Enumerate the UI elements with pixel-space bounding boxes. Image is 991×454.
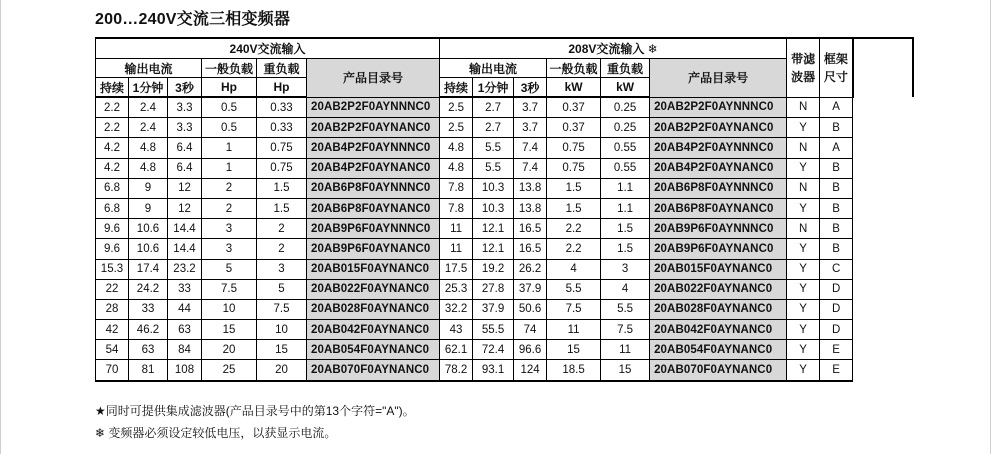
cell-frame: B	[820, 178, 853, 198]
cell-b-nd: 0.37	[547, 97, 601, 118]
cell-b-cont: 11	[440, 239, 473, 259]
cell-b-1min: 12.1	[473, 239, 514, 259]
cell-a-1min: 10.6	[129, 239, 168, 259]
hp-header-heavy: Hp	[257, 78, 307, 98]
cell-a-cat: 20AB6P8F0AYNNNC0	[307, 178, 440, 198]
cell-a-cat: 20AB070F0AYNANC0	[307, 360, 440, 381]
table-row	[96, 178, 913, 198]
cell-b-cont: 62.1	[440, 340, 473, 360]
cell-b-3s: 37.9	[514, 279, 547, 299]
cell-a-hd: 1.5	[257, 198, 307, 218]
cell-a-3s: 6.4	[168, 158, 202, 178]
cell-frame: B	[820, 219, 853, 239]
table-row	[96, 118, 913, 138]
cell-a-nd: 1	[202, 138, 257, 158]
cell-a-3s: 3.3	[168, 97, 202, 118]
cell-b-cat: 20AB070F0AYNANC0	[650, 360, 787, 381]
cell-a-cont: 22	[96, 279, 129, 299]
cell-a-3s: 84	[168, 340, 202, 360]
cell-b-nd: 11	[547, 320, 601, 340]
cell-a-3s: 63	[168, 320, 202, 340]
cell-b-nd: 0.75	[547, 158, 601, 178]
cell-b-1min: 5.5	[473, 138, 514, 158]
table-row	[96, 239, 913, 259]
cell-b-nd: 2.2	[547, 239, 601, 259]
cell-a-hd: 7.5	[257, 299, 307, 319]
cell-filter: Y	[787, 239, 820, 259]
cell-a-cat: 20AB015F0AYNANC0	[307, 259, 440, 279]
continuous-header-208v: 持续	[440, 78, 473, 98]
hp-header-normal: Hp	[202, 78, 257, 98]
cell-a-1min: 4.8	[129, 158, 168, 178]
cell-frame: A	[820, 138, 853, 158]
cell-b-cat: 20AB4P2F0AYNANC0	[650, 158, 787, 178]
cell-b-nd: 0.75	[547, 138, 601, 158]
cell-b-nd: 1.5	[547, 198, 601, 218]
catalog-header-208v: 产品目录号	[650, 59, 787, 98]
cell-b-hd: 0.25	[601, 97, 650, 118]
cell-a-hd: 10	[257, 320, 307, 340]
cell-a-cont: 6.8	[96, 178, 129, 198]
cell-b-hd: 3	[601, 259, 650, 279]
cell-a-1min: 2.4	[129, 97, 168, 118]
cell-a-cat: 20AB042F0AYNANC0	[307, 320, 440, 340]
cell-a-nd: 25	[202, 360, 257, 381]
cell-b-3s: 7.4	[514, 158, 547, 178]
cell-filter: Y	[787, 198, 820, 218]
cell-a-nd: 10	[202, 299, 257, 319]
cell-b-1min: 5.5	[473, 158, 514, 178]
cell-a-cont: 4.2	[96, 158, 129, 178]
cell-filter: N	[787, 97, 820, 118]
cell-b-hd: 1.1	[601, 198, 650, 218]
cell-b-cat: 20AB022F0AYNANC0	[650, 279, 787, 299]
cell-b-cont: 4.8	[440, 138, 473, 158]
cell-a-1min: 33	[129, 299, 168, 319]
cell-b-hd: 0.55	[601, 138, 650, 158]
cell-b-1min: 27.8	[473, 279, 514, 299]
cell-frame: B	[820, 118, 853, 138]
cell-b-cat: 20AB9P6F0AYNANC0	[650, 239, 787, 259]
cell-a-nd: 0.5	[202, 97, 257, 118]
cell-b-3s: 16.5	[514, 219, 547, 239]
table-body	[96, 97, 913, 381]
cell-b-nd: 0.37	[547, 118, 601, 138]
cell-a-hd: 2	[257, 219, 307, 239]
cell-b-hd: 0.25	[601, 118, 650, 138]
cell-b-3s: 3.7	[514, 97, 547, 118]
cell-b-3s: 13.8	[514, 178, 547, 198]
table-row	[96, 158, 913, 178]
cell-b-1min: 10.3	[473, 178, 514, 198]
table-row	[96, 340, 913, 360]
cell-b-cont: 2.5	[440, 97, 473, 118]
cell-a-nd: 3	[202, 239, 257, 259]
cell-a-cat: 20AB028F0AYNANC0	[307, 299, 440, 319]
cell-a-cont: 4.2	[96, 138, 129, 158]
cell-b-nd: 2.2	[547, 219, 601, 239]
cell-b-cont: 43	[440, 320, 473, 340]
cell-b-cat: 20AB015F0AYNANC0	[650, 259, 787, 279]
cell-a-hd: 0.75	[257, 138, 307, 158]
cell-b-cat: 20AB4P2F0AYNNNC0	[650, 138, 787, 158]
cell-b-cont: 7.8	[440, 198, 473, 218]
cell-frame: B	[820, 239, 853, 259]
cell-b-cat: 20AB2P2F0AYNNNC0	[650, 97, 787, 118]
cell-b-1min: 10.3	[473, 198, 514, 218]
cell-b-hd: 7.5	[601, 320, 650, 340]
cell-filter: N	[787, 219, 820, 239]
cell-b-cat: 20AB6P8F0AYNNNC0	[650, 178, 787, 198]
group-header-208v: 208V交流输入 ❄	[440, 38, 787, 59]
cell-a-cat: 20AB022F0AYNANC0	[307, 279, 440, 299]
footnote-filter: ★同时可提供集成滤波器(产品目录号中的第13个字符="A")。	[95, 404, 415, 418]
cell-b-1min: 93.1	[473, 360, 514, 381]
cell-a-nd: 5	[202, 259, 257, 279]
cell-b-1min: 12.1	[473, 219, 514, 239]
table-row	[96, 320, 913, 340]
cell-b-hd: 4	[601, 279, 650, 299]
one-min-header-240v: 1分钟	[129, 78, 168, 98]
table-row	[96, 138, 913, 158]
cell-a-cont: 9.6	[96, 219, 129, 239]
cell-b-cont: 32.2	[440, 299, 473, 319]
cell-b-3s: 7.4	[514, 138, 547, 158]
page-title: 200…240V交流三相变频器	[95, 11, 291, 28]
filter-header: 带滤波器	[787, 38, 820, 97]
cell-filter: Y	[787, 320, 820, 340]
cell-b-cont: 2.5	[440, 118, 473, 138]
cell-b-3s: 16.5	[514, 239, 547, 259]
cell-filter: Y	[787, 158, 820, 178]
cell-a-1min: 10.6	[129, 219, 168, 239]
cell-frame: C	[820, 259, 853, 279]
normal-duty-header-240v: 一般负载	[202, 59, 257, 78]
cell-frame: D	[820, 320, 853, 340]
cell-b-nd: 7.5	[547, 299, 601, 319]
cell-b-hd: 1.5	[601, 219, 650, 239]
cell-a-cont: 6.8	[96, 198, 129, 218]
cell-frame: A	[820, 97, 853, 118]
cell-a-cat: 20AB9P6F0AYNANC0	[307, 239, 440, 259]
cell-filter: Y	[787, 259, 820, 279]
cell-b-nd: 4	[547, 259, 601, 279]
group-header-240v: 240V交流输入	[96, 38, 440, 59]
cell-b-nd: 15	[547, 340, 601, 360]
cell-a-hd: 0.33	[257, 97, 307, 118]
table-header	[96, 38, 913, 97]
cell-filter: Y	[787, 118, 820, 138]
cell-a-nd: 2	[202, 178, 257, 198]
table-row	[96, 360, 913, 381]
continuous-header-240v: 持续	[96, 78, 129, 98]
cell-b-cont: 11	[440, 219, 473, 239]
cell-a-1min: 2.4	[129, 118, 168, 138]
cell-b-cat: 20AB9P6F0AYNNNC0	[650, 219, 787, 239]
heavy-duty-header-240v: 重负载	[257, 59, 307, 78]
cell-a-cat: 20AB6P8F0AYNANC0	[307, 198, 440, 218]
cell-a-1min: 63	[129, 340, 168, 360]
cell-a-1min: 9	[129, 178, 168, 198]
cell-a-3s: 23.2	[168, 259, 202, 279]
cell-a-3s: 108	[168, 360, 202, 381]
cell-b-cat: 20AB2P2F0AYNANC0	[650, 118, 787, 138]
kw-header-heavy: kW	[601, 78, 650, 98]
table-row	[96, 299, 913, 319]
cell-a-1min: 17.4	[129, 259, 168, 279]
cell-b-cont: 25.3	[440, 279, 473, 299]
cell-a-hd: 0.33	[257, 118, 307, 138]
cell-b-cont: 17.5	[440, 259, 473, 279]
cell-b-1min: 2.7	[473, 118, 514, 138]
table-row	[96, 97, 913, 118]
frame-header: 框架尺寸	[820, 38, 853, 97]
cell-b-hd: 11	[601, 340, 650, 360]
footnote-voltage: ❄ 变频器必须设定较低电压，以获显示电流。	[95, 426, 337, 440]
output-current-header-208v: 输出电流	[440, 59, 547, 78]
cell-a-hd: 0.75	[257, 158, 307, 178]
cell-b-1min: 19.2	[473, 259, 514, 279]
footnotes	[95, 400, 415, 444]
table-row	[96, 259, 913, 279]
cell-b-1min: 55.5	[473, 320, 514, 340]
cell-a-hd: 20	[257, 360, 307, 381]
output-current-header-240v: 输出电流	[96, 59, 202, 78]
cell-a-nd: 20	[202, 340, 257, 360]
cell-a-3s: 12	[168, 198, 202, 218]
cell-a-cont: 15.3	[96, 259, 129, 279]
cell-a-nd: 1	[202, 158, 257, 178]
right-spacer	[853, 38, 913, 97]
table-row	[96, 219, 913, 239]
cell-b-cont: 78.2	[440, 360, 473, 381]
cell-a-cat: 20AB4P2F0AYNANC0	[307, 158, 440, 178]
cell-b-nd: 18.5	[547, 360, 601, 381]
cell-frame: D	[820, 299, 853, 319]
cell-b-cat: 20AB6P8F0AYNANC0	[650, 198, 787, 218]
cell-b-3s: 50.6	[514, 299, 547, 319]
cell-a-1min: 24.2	[129, 279, 168, 299]
cell-b-1min: 2.7	[473, 97, 514, 118]
cell-a-3s: 3.3	[168, 118, 202, 138]
cell-a-cat: 20AB054F0AYNANC0	[307, 340, 440, 360]
cell-a-cont: 54	[96, 340, 129, 360]
table-row	[96, 198, 913, 218]
catalog-header-240v: 产品目录号	[307, 59, 440, 98]
cell-a-cat: 20AB2P2F0AYNANC0	[307, 118, 440, 138]
cell-b-nd: 1.5	[547, 178, 601, 198]
cell-a-nd: 0.5	[202, 118, 257, 138]
cell-a-cont: 28	[96, 299, 129, 319]
cell-b-nd: 5.5	[547, 279, 601, 299]
cell-filter: N	[787, 138, 820, 158]
cell-a-hd: 1.5	[257, 178, 307, 198]
cell-b-3s: 13.8	[514, 198, 547, 218]
cell-a-cont: 9.6	[96, 239, 129, 259]
cell-b-3s: 124	[514, 360, 547, 381]
cell-b-cat: 20AB054F0AYNANC0	[650, 340, 787, 360]
cell-frame: D	[820, 279, 853, 299]
heavy-duty-header-208v: 重负载	[601, 59, 650, 78]
cell-filter: Y	[787, 299, 820, 319]
cell-b-1min: 37.9	[473, 299, 514, 319]
cell-b-1min: 72.4	[473, 340, 514, 360]
cell-a-3s: 33	[168, 279, 202, 299]
three-sec-header-208v: 3秒	[514, 78, 547, 98]
cell-a-1min: 46.2	[129, 320, 168, 340]
cell-frame: B	[820, 198, 853, 218]
cell-a-1min: 9	[129, 198, 168, 218]
cell-a-hd: 2	[257, 239, 307, 259]
cell-a-hd: 3	[257, 259, 307, 279]
cell-b-cat: 20AB042F0AYNANC0	[650, 320, 787, 340]
one-min-header-208v: 1分钟	[473, 78, 514, 98]
cell-a-3s: 44	[168, 299, 202, 319]
drive-spec-table	[95, 37, 914, 382]
normal-duty-header-208v: 一般负载	[547, 59, 601, 78]
cell-b-hd: 1.1	[601, 178, 650, 198]
cell-a-3s: 12	[168, 178, 202, 198]
cell-a-nd: 2	[202, 198, 257, 218]
kw-header-normal: kW	[547, 78, 601, 98]
cell-a-3s: 14.4	[168, 219, 202, 239]
cell-b-cat: 20AB028F0AYNANC0	[650, 299, 787, 319]
cell-frame: E	[820, 340, 853, 360]
table-row	[96, 279, 913, 299]
cell-a-cat: 20AB4P2F0AYNNNC0	[307, 138, 440, 158]
cell-b-3s: 96.6	[514, 340, 547, 360]
cell-a-3s: 6.4	[168, 138, 202, 158]
cell-b-3s: 74	[514, 320, 547, 340]
cell-a-1min: 4.8	[129, 138, 168, 158]
cell-a-1min: 81	[129, 360, 168, 381]
cell-b-3s: 26.2	[514, 259, 547, 279]
cell-filter: Y	[787, 279, 820, 299]
cell-a-nd: 7.5	[202, 279, 257, 299]
cell-a-cat: 20AB2P2F0AYNNNC0	[307, 97, 440, 118]
cell-filter: N	[787, 178, 820, 198]
cell-b-hd: 15	[601, 360, 650, 381]
three-sec-header-240v: 3秒	[168, 78, 202, 98]
cell-a-cont: 2.2	[96, 118, 129, 138]
cell-filter: Y	[787, 340, 820, 360]
cell-b-hd: 5.5	[601, 299, 650, 319]
cell-a-nd: 15	[202, 320, 257, 340]
cell-a-cat: 20AB9P6F0AYNNNC0	[307, 219, 440, 239]
cell-b-hd: 1.5	[601, 239, 650, 259]
cell-b-hd: 0.55	[601, 158, 650, 178]
cell-b-cont: 4.8	[440, 158, 473, 178]
cell-frame: B	[820, 158, 853, 178]
cell-a-hd: 5	[257, 279, 307, 299]
cell-b-cont: 7.8	[440, 178, 473, 198]
cell-a-cont: 70	[96, 360, 129, 381]
cell-a-nd: 3	[202, 219, 257, 239]
cell-b-3s: 3.7	[514, 118, 547, 138]
cell-frame: E	[820, 360, 853, 381]
cell-a-hd: 15	[257, 340, 307, 360]
cell-a-cont: 42	[96, 320, 129, 340]
cell-a-3s: 14.4	[168, 239, 202, 259]
cell-a-cont: 2.2	[96, 97, 129, 118]
cell-filter: Y	[787, 360, 820, 381]
